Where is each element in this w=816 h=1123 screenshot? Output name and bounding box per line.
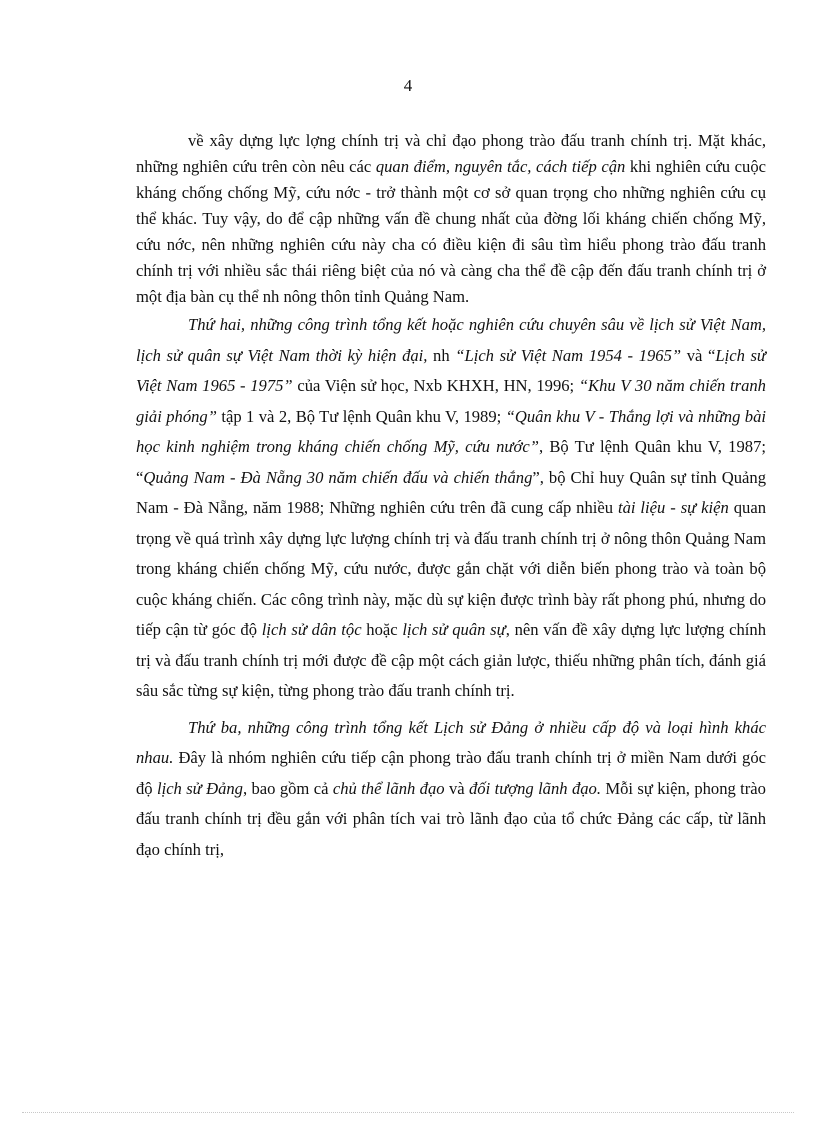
text-run: và “ <box>681 345 716 365</box>
body-text <box>136 128 766 865</box>
page-number: 4 <box>403 76 413 95</box>
text-run-italic: Thứ ba, những công trình tổng kết Lịch sử Đảng ở nhiều cấp độ và loại hình khác nhau. <box>136 717 766 767</box>
text-run: tập 1 và 2, Bộ Tư lệnh Quân khu V, 1989; <box>216 406 506 426</box>
text-run-italic: Thứ hai, những công trình tổng kết hoặc nghiên cứu chuyên sâu về lịch sử Việt Nam, lịch sử quân sự Việt Nam thời kỳ hiện đại, <box>136 315 766 365</box>
text-run: , bao gồm cả <box>242 778 333 798</box>
text-run: nh <box>427 345 456 365</box>
text-run: hoặc <box>361 620 403 639</box>
text-run: khi nghiên cứu cuộc kháng chống chống Mỹ, cứu nớc - trở thành một cơ sở quan trọng cho những nghiên cứu cụ thể khác. Tuy vậy, do để cập những vấn đề chung nhất của đờng lối kháng chiến chống Mỹ, cứu nớc, nên những nghiên cứu này cha có điều kiện đi sâu tìm hiểu phong trào đấu tranh chính trị với nhiều sắc thái riêng biệt của nó và càng cha thể đề cập đến đấu tranh chính trị ở một địa bàn cụ thể nh nông thôn tỉnh Quảng Nam. <box>136 157 766 306</box>
text-run-italic: lịch sử Đảng <box>156 778 243 798</box>
text-run: Mỗi sự kiện, phong trào đấu tranh chính trị đều gắn với phân tích vai trò lãnh đạo của tổ chức Đảng các cấp, từ lãnh đạo chính trị, <box>136 778 766 859</box>
page-footer-rule <box>22 1112 794 1113</box>
text-run: quan trọng về quá trình xây dựng lực lượng chính trị và đấu tranh chính trị ở nông thôn Quảng Nam trong kháng chiến chống Mỹ, cứu nước, được gắn chặt với diễn biến phong trào và toàn bộ cuộc kháng chiến. Các công trình này, mặc dù sự kiện được trình bày rất phong phú, nhưng do tiếp cận từ góc độ <box>136 498 767 639</box>
text-run: ”, bộ Chỉ huy Quân sự tỉnh Quảng Nam - Đà Nẵng, năm 1988; Những nghiên cứu trên đã cung cấp nhiều <box>136 467 766 517</box>
text-run-italic: Quảng Nam - Đà Nẵng 30 năm chiến đấu và chiến thắng <box>143 467 533 487</box>
text-run-italic: “Quân khu V - Thắng lợi và những bài học kinh nghiệm trong kháng chiến chống Mỹ, cứu nước” <box>136 406 766 456</box>
text-run-italic: lịch sử dân tộc <box>261 620 362 639</box>
text-run-italic: tài liệu - sự kiện <box>617 498 729 517</box>
text-run-italic: chủ thể lãnh đạo <box>332 778 445 798</box>
text-run: , nên vấn đề xây dựng lực lượng chính trị và đấu tranh chính trị mới được đề cập một cách giản lược, thiếu những phân tích, đánh giá sâu sắc từng sự kiện, từng phong trào đấu tranh chính trị. <box>136 620 766 700</box>
paragraph-1 <box>136 128 766 310</box>
text-run-italic: Lịch sử Việt Nam 1965 - 1975” <box>136 345 766 395</box>
text-run: của Viện sử học, Nxb KHXH, HN, 1996; <box>292 376 579 395</box>
text-run-italic: “Khu V 30 năm chiến tranh giải phóng” <box>136 376 766 426</box>
text-run: , Bộ Tư lệnh Quân khu V, 1987; “ <box>136 437 766 487</box>
paragraph-2 <box>136 310 766 707</box>
text-run: về xây dựng lực lợng chính trị và chỉ đạo phong trào đấu tranh chính trị. Mặt khác, những nghiên cứu trên còn nêu các <box>136 131 766 176</box>
text-run: và <box>444 778 469 798</box>
text-run-italic: quan điểm, nguyên tắc, cách tiếp cận <box>375 157 626 176</box>
text-run-italic: đối tượng lãnh đạo. <box>469 778 601 798</box>
text-run-italic: “Lịch sử Việt Nam 1954 - 1965” <box>455 345 682 365</box>
paragraph-3 <box>136 713 766 866</box>
text-run-italic: lịch sử quân sự <box>402 620 506 639</box>
text-run: Đây là nhóm nghiên cứu tiếp cận phong trào đấu tranh chính trị ở miền Nam dưới góc độ <box>136 748 766 798</box>
